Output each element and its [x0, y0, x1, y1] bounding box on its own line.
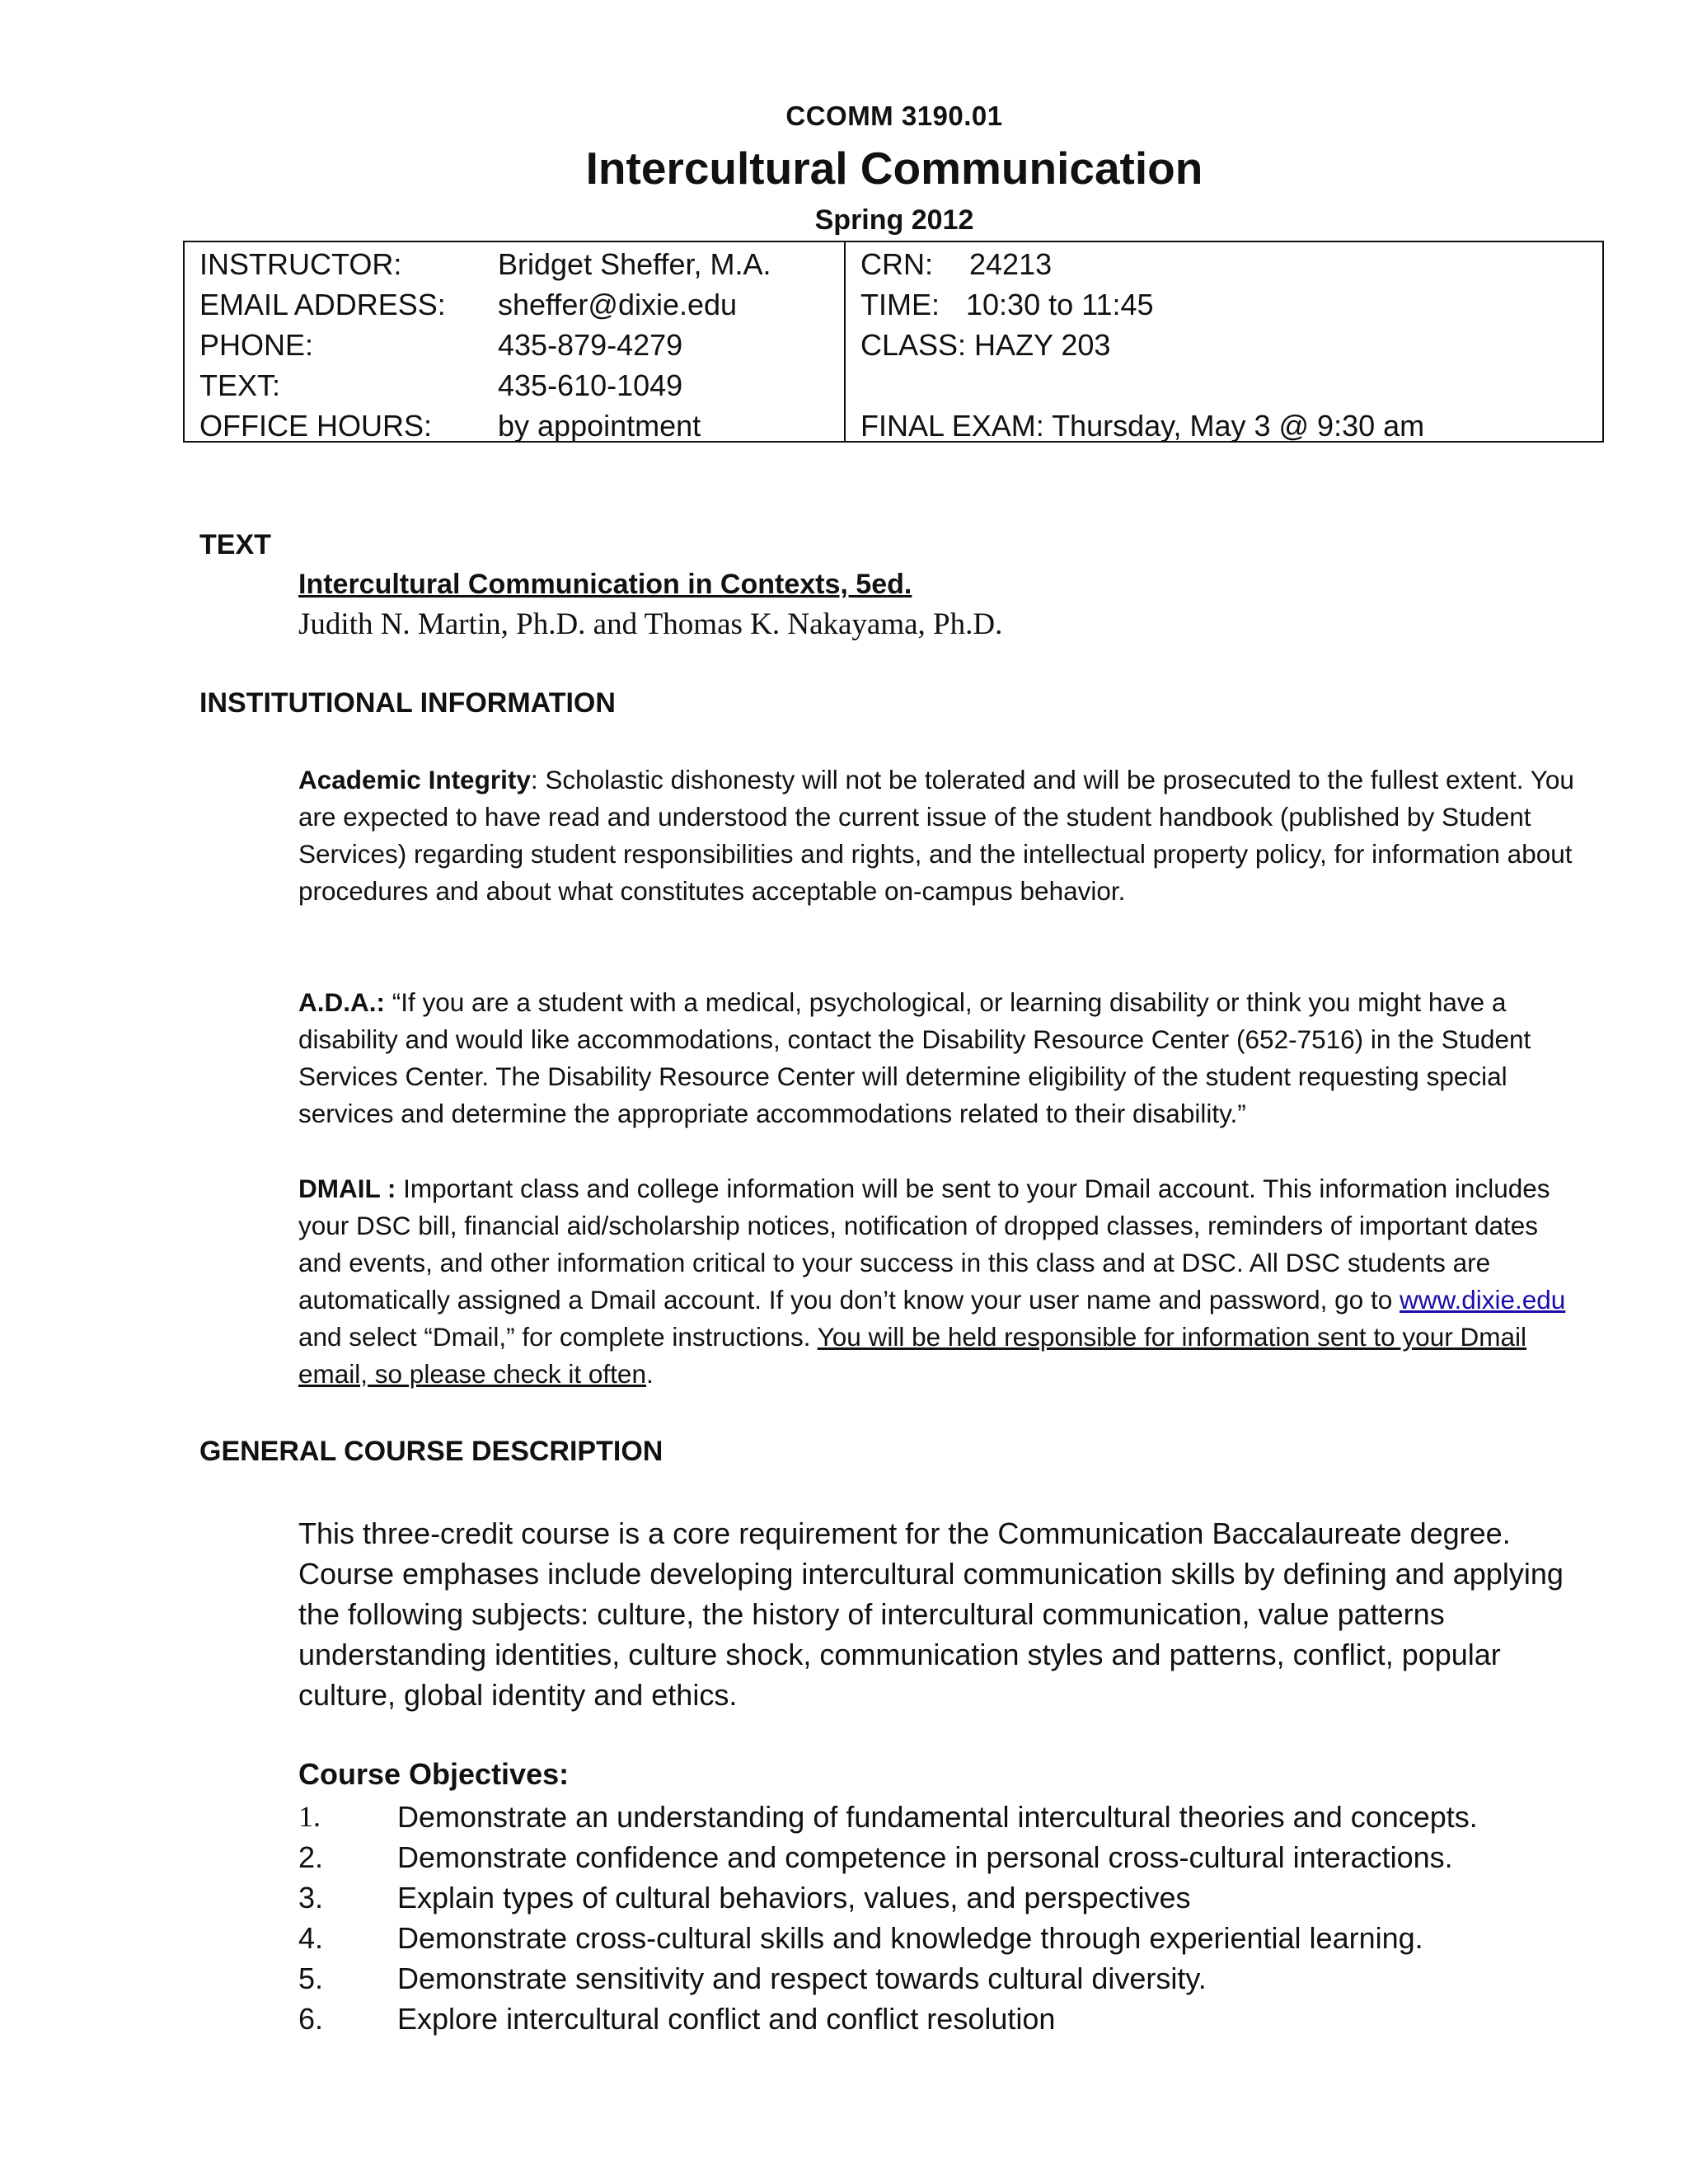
course-info-table: [183, 241, 1604, 443]
academic-integrity-label: Academic Integrity: [298, 765, 531, 794]
course-title: Intercultural Communication: [585, 143, 1203, 194]
email-label: EMAIL ADDRESS:: [199, 288, 446, 321]
dmail-label: DMAIL :: [298, 1174, 396, 1203]
objective-number: 6.: [298, 2002, 324, 2036]
objective-number: 3.: [298, 1881, 324, 1915]
office-hours-label: OFFICE HOURS:: [199, 409, 433, 443]
institutional-heading: INSTITUTIONAL INFORMATION: [199, 687, 616, 719]
dmail-text-2: and select “Dmail,” for complete instructions.: [298, 1322, 818, 1352]
objective-number: 1.: [298, 1800, 321, 1833]
academic-integrity-paragraph: [298, 762, 1584, 910]
instructor-value: Bridget Sheffer, M.A.: [498, 247, 771, 281]
objective-text: Demonstrate cross-cultural skills and knowledge through experiential learning.: [397, 1921, 1423, 1955]
time-value: 10:30 to 11:45: [966, 288, 1154, 321]
objective-number: 5.: [298, 1961, 324, 1995]
objective-text: Explain types of cultural behaviors, values, and perspectives: [397, 1881, 1191, 1915]
objective-number: 4.: [298, 1921, 324, 1955]
final-exam: FINAL EXAM: Thursday, May 3 @ 9:30 am: [860, 409, 1425, 443]
time-label: TIME:: [860, 288, 940, 321]
text-label: TEXT:: [199, 368, 281, 402]
dmail-paragraph: [298, 1170, 1584, 1393]
class-value: HAZY 203: [974, 328, 1111, 362]
dmail-text: Important class and college information will be sent to your Dmail account. This information includes your DSC bill, financial aid/scholarship notices, notification of dropped classes, reminders of important dates and events, and other information critical to your success in this class and at DSC. All DSC students are automatically assigned a Dmail account. If you don’t know your user name and password, go to: [298, 1174, 1550, 1315]
book-title: Intercultural Communication in Contexts, 5ed.: [298, 569, 912, 600]
course-description-heading: GENERAL COURSE DESCRIPTION: [199, 1436, 663, 1467]
dmail-end: .: [645, 1359, 654, 1389]
book-authors: Judith N. Martin, Ph.D. and Thomas K. Nakayama, Ph.D.: [298, 607, 1003, 641]
list-item: [298, 1958, 1617, 1999]
list-item: [298, 1837, 1617, 1877]
academic-integrity-text: : Scholastic dishonesty will not be tolerated and will be prosecuted to the fullest extent. You are expected to have read and understood the current issue of the student handbook (published by Student Services) regarding student responsibilities and rights, and the intellectual property policy, for information about procedures and about what constitutes acceptable on-campus behavior.: [298, 765, 1574, 906]
list-item: [298, 1999, 1617, 2039]
class-label: CLASS:: [860, 328, 967, 362]
objectives-heading: Course Objectives:: [298, 1757, 570, 1791]
list-item: [298, 1797, 1617, 1837]
ada-text: “If you are a student with a medical, psychological, or learning disability or think you might have a disability and would like accommodations, contact the Disability Resource Center (652-7516) in the Student Services Center. The Disability Resource Center will determine eligibility of the student requesting special services and determine the appropriate accommodations related to their disability.”: [298, 987, 1531, 1128]
term: Spring 2012: [814, 204, 974, 236]
crn-value: 24213: [969, 247, 1053, 281]
list-item: [298, 1877, 1617, 1918]
course-code: CCOMM 3190.01: [785, 101, 1003, 131]
phone-value: 435-879-4279: [498, 328, 683, 362]
dmail-warning: You will be held responsible for information sent to your Dmail email, so please check it often: [298, 1322, 1526, 1389]
ada-label: A.D.A.:: [298, 987, 385, 1017]
course-description-body: This three-credit course is a core requirement for the Communication Baccalaureate degree. Course emphases include developing intercultural communication skills by defining and applying the following subjects: culture, the history of intercultural communication, value patterns understanding identities, culture shock, communication styles and patterns, conflict, popular culture, global identity and ethics.: [298, 1516, 1564, 1712]
text-value: 435-610-1049: [498, 368, 683, 402]
instructor-label: INSTRUCTOR:: [199, 247, 402, 281]
ada-paragraph: [298, 984, 1584, 1132]
text-heading: TEXT: [199, 529, 271, 560]
objective-number: 2.: [298, 1840, 324, 1874]
objective-text: Demonstrate an understanding of fundamental intercultural theories and concepts.: [397, 1800, 1478, 1834]
dixie-link[interactable]: www.dixie.edu: [1399, 1285, 1566, 1315]
crn-label: CRN:: [860, 247, 933, 281]
list-item: [298, 1918, 1617, 1958]
email-value: sheffer@dixie.edu: [498, 288, 738, 321]
objectives-list: [298, 1797, 1617, 2039]
objective-text: Demonstrate confidence and competence in personal cross-cultural interactions.: [397, 1840, 1453, 1874]
table-divider: [844, 242, 846, 441]
objective-text: Explore intercultural conflict and conflict resolution: [397, 2002, 1056, 2036]
objective-text: Demonstrate sensitivity and respect towards cultural diversity.: [397, 1961, 1207, 1995]
office-hours-value: by appointment: [498, 409, 701, 443]
phone-label: PHONE:: [199, 328, 314, 362]
